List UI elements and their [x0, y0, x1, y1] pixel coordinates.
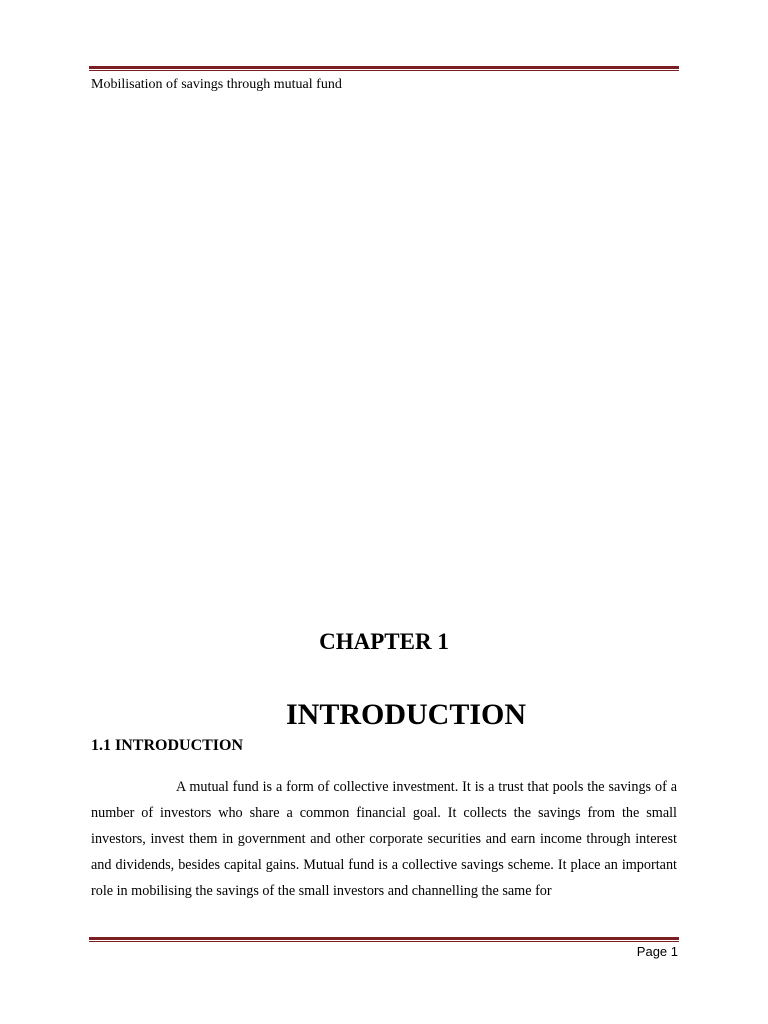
footer-rule-thick [89, 937, 679, 940]
chapter-title: INTRODUCTION [285, 698, 527, 731]
running-header: Mobilisation of savings through mutual fund [91, 77, 342, 92]
page-number: Page 1 [636, 944, 678, 959]
section-heading: 1.1 INTRODUCTION [91, 737, 244, 754]
header-rule-thick [89, 66, 679, 69]
footer-rule [89, 937, 679, 942]
body-paragraph: A mutual fund is a form of collective investment. It is a trust that pools the savings of a number of investors who share a common financial goal. It collects the savings from the small investors, invest them in government and other corporate securities and earn income through interest and dividends, besides capital gains. Mutual fund is a collective savings scheme. It place an important role in mobilising the savings of the small investors and channelling the same for [91, 779, 677, 899]
chapter-number: CHAPTER 1 [319, 629, 449, 654]
header-rule [89, 66, 679, 71]
footer-rule-thin [89, 941, 679, 942]
header-rule-thin [89, 70, 679, 71]
